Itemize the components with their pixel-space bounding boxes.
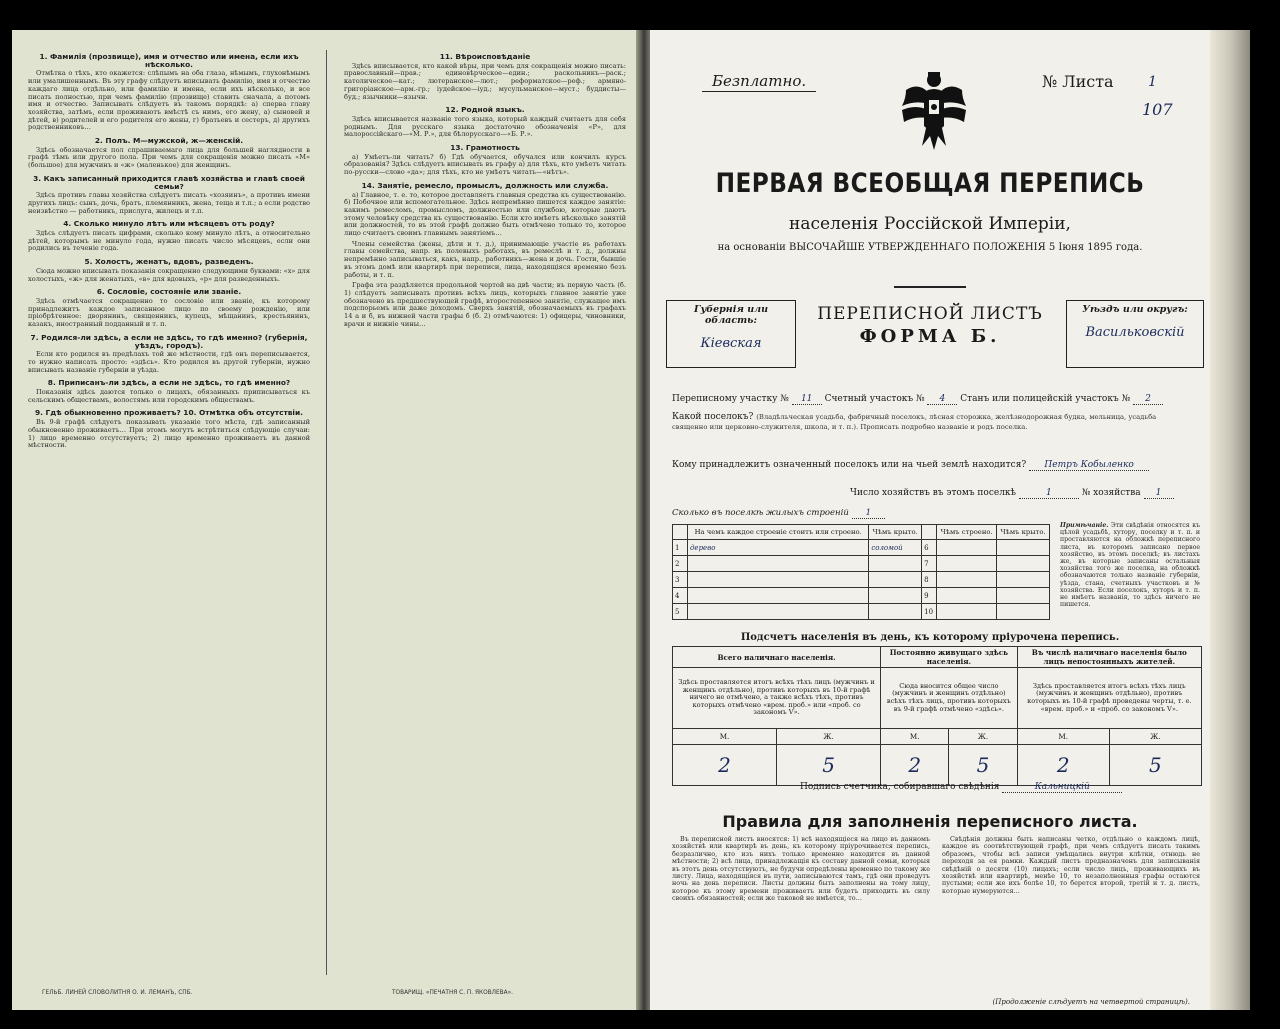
instruction-text: Здѣсь обозначается пол спрашиваемаго лица для большей наглядности в графѣ тѣмъ или другого пола. При чемъ для сокращенія можно писать «М» (большое) для мужчинъ и «ж» (маленькое) для женщинъ.	[28, 145, 310, 170]
instruction-text: Здѣсь противъ главы хозяйства слѣдуетъ писать «хозяинъ», а противъ имени другихъ лицъ: сынъ, дочь, братъ, племянникъ, жена, теща и т.п.; а если родство неизвѣстно — работникъ, прислуга, жилецъ и т.п.	[28, 191, 310, 215]
instruction-heading: 5. Холостъ, женатъ, вдовъ, разведенъ.	[84, 257, 254, 267]
building-material	[688, 556, 869, 572]
population-desc-permanent: Сюда вносится общее число (мужчинъ и женщинъ отдѣльно) всѣхъ тѣхъ лицъ, противъ которыхъ въ 9-й графѣ отмѣчено «здѣсь».	[881, 668, 1018, 729]
building-material	[688, 588, 869, 604]
population-count-title: Подсчетъ населенія въ день, къ которому пріурочена перепись.	[740, 632, 1120, 643]
table-row	[673, 556, 1050, 572]
instruction-heading: 11. Вѣроисповѣданіе	[439, 52, 531, 61]
instruction-heading: 4. Сколько минуло лѣтъ или мѣсяцевъ отъ роду?	[63, 219, 275, 229]
table-row	[673, 540, 1050, 556]
instruction-text: а) Умѣетъ-ли читать? б) Гдѣ обучается, обучался или кончилъ курсъ образованія? Здѣсь слѣдуетъ вписывать въ графу а) для тѣхъ, кто умѣетъ читать по-русски—слово «да»; для тѣхъ, кто не умѣетъ читать—«нѣтъ».	[344, 152, 626, 177]
instruction-heading: 12. Родной языкъ.	[445, 105, 525, 115]
present-male-count: 2	[673, 745, 777, 786]
roof-material	[869, 604, 922, 620]
table-row	[673, 588, 1050, 604]
instruction-text: а) Главное, т. е. то, которое доставляетъ главныя средства къ существованію. б) Побочное или вспомогательное. Здѣсь непремѣнно пишется каждое занятіе: какимъ ремесломъ, промысломъ, должностью или службою, которые даютъ этому человѣку средства къ существованію. Если кто имѣетъ нѣсколько занятій или должностей, то въ этой графѣ должно быть отмѣчено только то, которое лицо считаетъ своимъ главнымъ занятіемъ…	[344, 190, 626, 238]
male-label: М.	[1017, 729, 1109, 745]
roof-material	[869, 588, 922, 604]
legal-basis-line: на основаніи ВЫСОЧАЙШЕ УТВЕРЖДЕННАГО ПОЛОЖЕНІЯ 5 Іюня 1895 года.	[717, 242, 1143, 253]
enumerator-signature: Кальницкій	[1002, 782, 1122, 793]
building-material	[688, 604, 869, 620]
row-number: 2	[673, 556, 688, 572]
buildings-table	[672, 524, 1050, 620]
row-number: 8	[922, 572, 937, 588]
population-desc-temporary: Здѣсь проставляется итогъ всѣхъ тѣхъ лицъ (мужчинъ и женщинъ отдѣльно), противъ которыхъ въ 10-й графѣ проведены черты, т. е. «врем. проб.» и «проб. со закономъ V».	[1017, 668, 1201, 729]
male-label: М.	[673, 729, 777, 745]
instruction-heading: 9. Гдѣ обыкновенно проживаетъ? 10. Отмѣтка объ отсутствіи.	[35, 408, 303, 418]
roof-material	[997, 588, 1050, 604]
roof-material	[997, 572, 1050, 588]
instruction-text: Показанія здѣсь даются только о лицахъ, обязанныхъ приписываться къ сельскимъ обществамъ, волостямъ или городскимъ обществамъ.	[28, 388, 310, 404]
population-col-present: Всего наличнаго населенія.	[673, 647, 881, 668]
instruction-text: Сюда можно вписывать показанія сокращенно следующими буквами: «х» для холостыхъ, «ж» для женатыхъ, «в» для вдовыхъ, «р» для разведенныхъ.	[28, 266, 310, 283]
instruction-text: Здѣсь слѣдуетъ писать цифрами, сколько кому минуло лѣтъ, а относительно дѣтей, которымъ не минуло года, нужно писать число мѣсяцевъ, если они родились въ теченіе года.	[28, 229, 310, 253]
enumerator-signature-line: Подпись счетчика, собиравшаго свѣдѣнія Кальницкій	[800, 782, 1122, 793]
permanent-male-count: 2	[881, 745, 949, 786]
building-material	[937, 540, 997, 556]
population-col-temporary: Въ числѣ наличнаго населенія было лицъ непостоянныхъ жителей.	[1017, 647, 1201, 668]
instructions-column-1	[28, 48, 310, 453]
female-label: Ж.	[949, 729, 1017, 745]
rules-column-2: Свѣдѣнія должны быть написаны четко, отдѣльно о каждомъ лицѣ, каждое въ соотвѣтствующей графѣ, при чемъ слѣдуетъ писать такимъ образомъ, чтобы всѣ записи умѣщались внутри клѣтки, отнюдь не переходя за ея рамки. Каждый листъ предназначенъ для записыванія свѣдѣній о десяти (10) лицахъ; если число лицъ, проживающихъ въ хозяйствѣ или квартирѣ, менѣе 10, то незаполненныя графы остаются пустыми; если же ихъ болѣе 10, то берется второй, третій и т. д. листъ, которые нумеруются…	[942, 835, 1200, 895]
continuation-note: (Продолженіе слѣдуетъ на четвертой страницѣ).	[992, 998, 1190, 1006]
gubernia-value: Кіевская	[700, 336, 762, 351]
instruction-text: Графа эта раздѣляется продольной чертой на двѣ части; въ первую часть (б. 1) слѣдуетъ записывать противъ всѣхъ лицъ, которыхъ главное занятіе уже обозначено въ предшествующей графѣ, второстепенное занятіе, служащее имъ подспорьемъ или даже доходомъ. Сверхъ занятій, обозначаемыхъ въ графахъ 14 а и б, въ нижней части графы б (б. 2) отмѣчаются: 1) офицеры, чиновники, врачи и нижніе чины…	[344, 281, 626, 328]
settlement-type-line: Какой поселокъ? (Владѣльческая усадьба, фабричный поселокъ, лѣсная сторожка, желѣзнодорожная будка, мельница, усадьба священно или церковно-служителя, школа, и т. п.). Прописать подробно названіе и родъ поселка.	[672, 412, 1157, 431]
instruction-heading: 14. Занятіе, ремесло, промыслъ, должность или служба.	[361, 180, 609, 190]
buildings-col-roof-2: Чѣмъ крыто.	[997, 525, 1050, 540]
form-title: ПЕРЕПИСНОЙ ЛИСТЪ	[817, 304, 1043, 324]
row-number: 10	[922, 604, 937, 620]
dwellings-line: Сколько въ поселкѣ жилыхъ строеній 1	[672, 508, 885, 518]
permanent-female-count: 5	[949, 745, 1017, 786]
female-label: Ж.	[1109, 729, 1201, 745]
row-number: 5	[673, 604, 688, 620]
gubernia-box	[666, 300, 796, 368]
column-divider	[326, 50, 327, 975]
left-footer-printer: ГЕЛЬБ. ЛИНЕЙ СЛОВОЛИТНЯ О. И. ЛЕМАНЪ, СПБ.	[42, 990, 193, 996]
roof-material	[997, 540, 1050, 556]
sheet-number-handwritten: 107	[1142, 100, 1173, 119]
instruction-text: Если кто родился въ предѣлахъ той же мѣстности, гдѣ онъ переписывается, то нужно написать просто: «здѣсь». Кто родился въ другой губерніи, нужно вписывать названіе губерніи и уѣзда.	[28, 350, 310, 374]
census-title: ПЕРВАЯ ВСЕОБЩАЯ ПЕРЕПИСЬ	[715, 168, 1145, 199]
uezd-box	[1066, 300, 1204, 368]
buildings-col-roof: Чѣмъ крыто.	[869, 525, 922, 540]
instructions-column-2	[344, 48, 626, 332]
perepisnoy-uchastok-value: 11	[792, 394, 822, 405]
instruction-text: Въ 9-й графѣ слѣдуетъ показывать указаніе того мѣста, гдѣ записанный обыкновенно проживаетъ… При этомъ могутъ встрѣтиться слѣдующіе случаи: 1) лицо временно отсутствуетъ; 2) лицо временно проживаетъ въ данной мѣстности.	[28, 418, 310, 450]
form-subtitle: ФОРМА Б.	[859, 326, 1001, 347]
left-page	[12, 30, 638, 1010]
row-number: 3	[673, 572, 688, 588]
row-number: 6	[922, 540, 937, 556]
right-page-census-form	[650, 30, 1210, 1010]
owner-value: Петръ Кобыленко	[1029, 460, 1149, 471]
temporary-female-count: 5	[1109, 745, 1201, 786]
population-desc-present: Здѣсь проставляется итогъ всѣхъ тѣхъ лицъ (мужчинъ и женщинъ отдѣльно), противъ которыхъ въ 10-й графѣ ничего не отмѣчено, а также всѣхъ тѣхъ, противъ которыхъ отмѣчено «врем. проб.» или «проб. со закономъ V».	[673, 668, 881, 729]
building-material	[937, 572, 997, 588]
census-district-line: Переписному участку № 11 Счетный участокъ № 4 Станъ или полицейскій участокъ № 2	[672, 394, 1192, 405]
instruction-heading: 6. Сословіе, состояніе или званіе.	[96, 287, 242, 297]
instruction-text: Члены семейства (жены, дѣти и т. д.), принимающіе участіе въ работахъ главы семейства, напр. въ полевыхъ работахъ, въ ремеслѣ и т. д., должны непремѣнно записываться, какъ, напр., работникъ—жена и дочь. Гости, бывшіе въ этомъ домѣ или квартирѣ при переписи, лица, находящіяся временно безъ работы, и т. п.	[344, 239, 626, 279]
table-row	[673, 604, 1050, 620]
instruction-heading: 3. Какъ записанный приходится главѣ хозяйства и главѣ своей семьи?	[33, 173, 305, 191]
imperial-eagle-icon	[898, 70, 970, 154]
roof-material: соломой	[869, 540, 922, 556]
row-number: 7	[922, 556, 937, 572]
title-rule	[894, 286, 966, 288]
form-heading	[802, 304, 1058, 347]
census-subtitle: населенія Россійской Имперіи,	[789, 214, 1071, 234]
building-material: дерево	[688, 540, 869, 556]
female-label: Ж.	[777, 729, 881, 745]
buildings-col-built-2: Чѣмъ строено.	[937, 525, 997, 540]
page-edges	[1210, 30, 1250, 1010]
sheet-number-value: 1	[1148, 74, 1157, 90]
row-number: 4	[673, 588, 688, 604]
instruction-heading: 8. Приписанъ-ли здѣсь, а если не здѣсь, то гдѣ именно?	[47, 378, 291, 388]
row-number: 1	[673, 540, 688, 556]
instruction-text: Здѣсь отмѣчается сокращенно то сословіе или званіе, къ которому принадлежитъ каждое записанное лицо по своему рожденію, или пріобрѣтенное: дворянинъ, священникъ, купецъ, мѣщанинъ, крестьянинъ, казакъ, иностранный подданный и т. п.	[28, 296, 310, 329]
building-material	[937, 588, 997, 604]
buildings-note: Примѣчаніе. Эти свѣдѣнія относятся къ цѣлой усадьбѣ, хутору, поселку и т. п. и проставляются на обложкѣ переписного листа, въ которомъ записано первое хозяйство, въ этомъ поселкѣ; въ листахъ же, въ которые записаны остальныя хозяйства того же поселка, на обложкѣ обозначаются только названіе губерніи, уѣзда, стана, счетныхъ участковъ и № хозяйства. Если поселокъ, хуторъ и т. п. не имѣетъ названія, то здѣсь ничего не пишется.	[1060, 522, 1201, 609]
instruction-text: Отмѣтка о тѣхъ, кто окажется: слѣпымъ на оба глаза, нѣмымъ, глухонѣмымъ или умалишеннымъ. Въ эту графу слѣдуетъ вписывать фамилію, имя и отчество каждаго лица отдѣльно, или фамилію и имена, если ихъ нѣсколько, и все писать полностью, при чемъ фамилію (прозвище) ставить сначала, а потомъ имя и отчество. Записывать слѣдуетъ въ такомъ порядкѣ: а) сперва главу хозяйства, затѣмъ, если проживаютъ вмѣстѣ съ нимъ, его жену, а) сыновей и дѣтей, в) родителей и его родителя его жены, г) братьевъ и сестеръ, д) другихъ родственниковъ…	[28, 69, 310, 132]
buildings-col-built: На чемъ каждое строеніе стоитъ или строено.	[688, 525, 869, 540]
roof-material	[997, 604, 1050, 620]
schetny-uchastok-value: 4	[927, 394, 957, 405]
instruction-text: Здѣсь вписывается названіе того языка, который каждый считаетъ для себя роднымъ. Для русскаго языка достаточно обозначенія «Р», для малороссійскаго—«М. Р.», для бѣлорусскаго—«Б. Р.».	[344, 114, 626, 139]
building-material	[688, 572, 869, 588]
roof-material	[869, 572, 922, 588]
table-row	[673, 572, 1050, 588]
male-label: М.	[881, 729, 949, 745]
rules-column-1: Въ переписной листъ вносятся: 1) всѣ находящіеся на лицо въ данномъ хозяйствѣ или квартирѣ въ день, къ которому пріурочивается перепись, безразлично, кто изъ нихъ только временно находится въ данной мѣстности; 2) всѣ лица, принадлежащія къ составу данной семьи, которыя въ этотъ день отсутствуютъ, не будучи опредѣлены временно по такому же листу. Лица, находящіяся въ пути, записываются тамъ, гдѣ они проведутъ ночь на день переписи. Листы должны быть заполнены на тому лицу, которое къ этому времени проживаетъ или будетъ приходить въ силу своихъ обязанностей; если же таковой не имѣется, то…	[672, 835, 930, 903]
right-footer-printer: ТОВАРИЩ. «ПЕЧАТНЯ С. П. ЯКОВЛЕВА».	[392, 990, 513, 996]
households-line: Число хозяйствъ въ этомъ поселкѣ 1 № хозяйства 1	[850, 488, 1190, 499]
dwellings-value: 1	[852, 508, 885, 519]
roof-material	[869, 556, 922, 572]
uezd-value: Васильковскій	[1085, 325, 1185, 340]
instruction-heading: 7. Родился-ли здѣсь, а если не здѣсь, то гдѣ именно? (губернія, уѣздъ, городъ).	[30, 332, 308, 350]
uezd-label: Уѣздъ или округъ:	[1082, 304, 1188, 315]
instruction-text: Здѣсь вписывается, кто какой вѣры, при чемъ для сокращенія можно писать: православный—прав.; единовѣрческое—един.; раскольникъ—раск.; католическое—кат.; лютеранское—лют.; реформатское—реф.; армяно-григоріанское—арм.-гр.; іудейское—іуд.; мусульманское—муст.; буддисты—буд.; язычники—язычн.	[344, 61, 626, 101]
row-number: 9	[922, 588, 937, 604]
building-material	[937, 556, 997, 572]
building-material	[937, 604, 997, 620]
present-female-count: 5	[777, 745, 881, 786]
instruction-heading: 1. Фамилія (прозвище), имя и отчество или имена, если ихъ нѣсколько.	[39, 52, 299, 69]
instruction-heading: 13. Грамотность	[450, 143, 520, 153]
temporary-male-count: 2	[1017, 745, 1109, 786]
stan-value: 2	[1133, 394, 1163, 405]
rules-title: Правила для заполненія переписного листа.	[722, 812, 1138, 831]
instruction-heading: 2. Полъ. М—мужской, ж—женскій.	[94, 136, 244, 146]
population-col-permanent: Постоянно живущаго здѣсь населенія.	[881, 647, 1018, 668]
household-number-value: 1	[1144, 488, 1174, 499]
population-table	[672, 646, 1202, 786]
households-value: 1	[1019, 488, 1079, 499]
roof-material	[997, 556, 1050, 572]
gubernia-label: Губернія или область:	[694, 304, 768, 326]
free-of-charge-label: Безплатно.	[702, 72, 816, 92]
sheet-number-label: № Листа	[1042, 72, 1114, 91]
owner-line: Кому принадлежитъ означенный поселокъ или на чьей землѣ находится? Петръ Кобыленко	[672, 460, 1192, 471]
